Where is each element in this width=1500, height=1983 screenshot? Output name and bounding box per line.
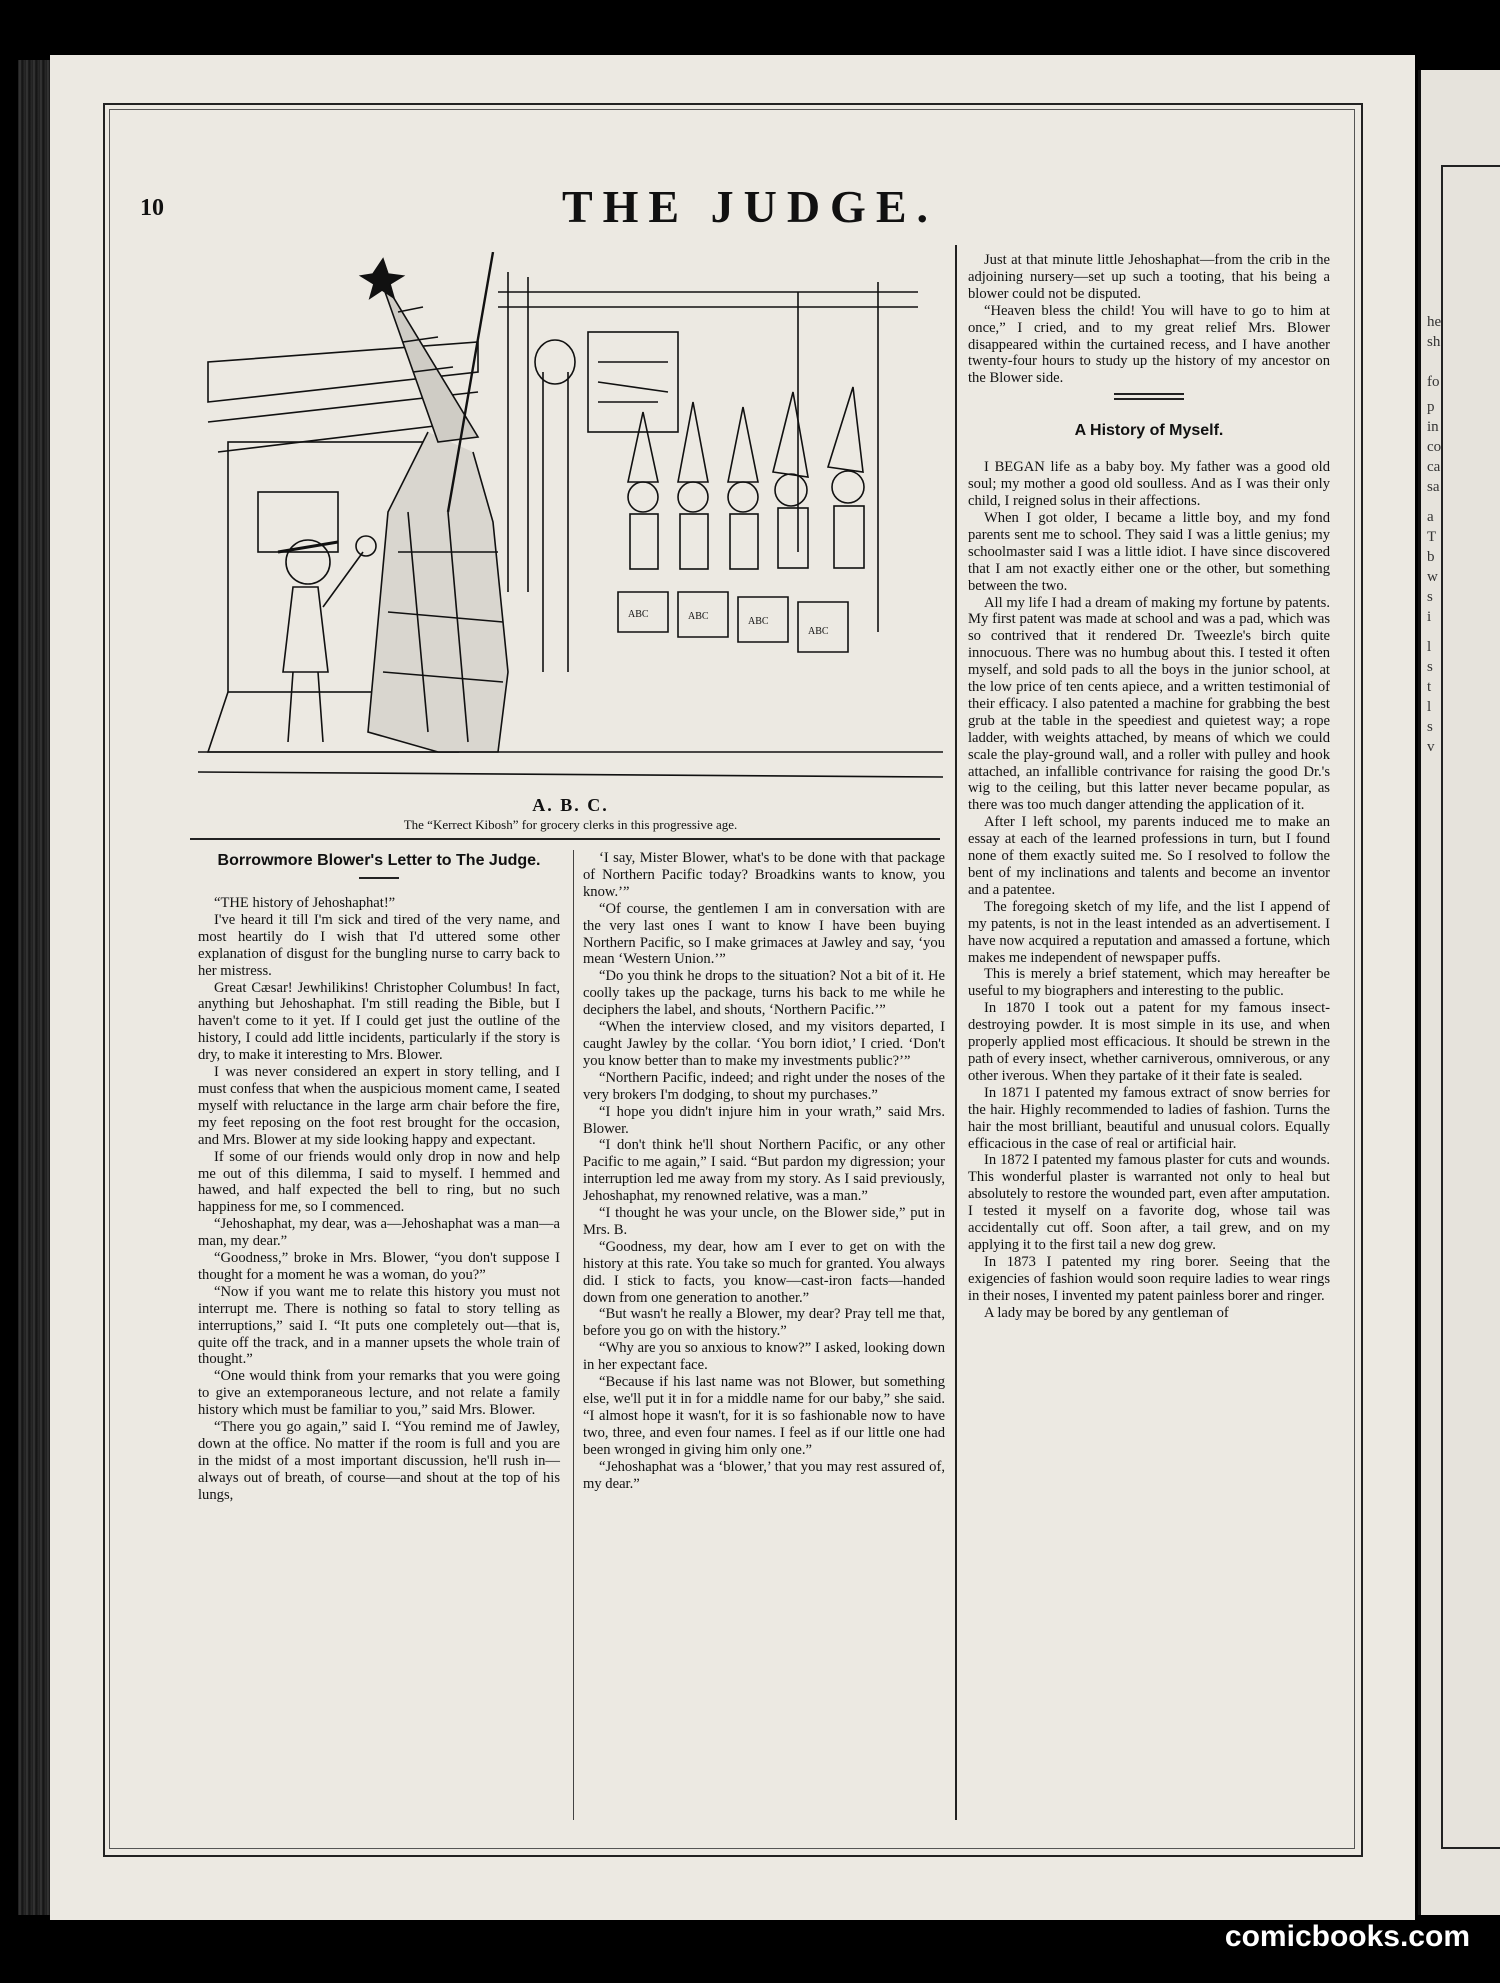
paragraph: “Why are you so anxious to know?” I asked, looking down in her expectant face.: [583, 1340, 945, 1374]
adjacent-page-frame: [1441, 165, 1500, 1849]
paragraph: “I thought he was your uncle, on the Blower side,” put in Mrs. B.: [583, 1205, 945, 1238]
adjacent-page-text-fragment: fo: [1427, 374, 1440, 390]
cartoon-sign: ABC: [748, 616, 769, 627]
adjacent-page-text-fragment: i: [1427, 609, 1432, 625]
paragraph: If some of our friends would only drop in now and help me out of this dilemma, I said to myself. I hemmed and hawed, and half expected the bell to ring, but no such happiness for me, so I commenced.: [198, 1148, 560, 1216]
paragraph: I was never considered an expert in story telling, and I must confess that when the auspicious moment came, I seated myself with reluctance in the large arm chair before the fire, my feet reposing on the foot rest brought for the occasion, and Mrs. Blower at my side looking happy and expectant.: [198, 1064, 560, 1148]
paragraph: In 1871 I patented my famous extract of snow berries for the hair. Highly recommended to ladies of fashion. Turns the hair the most brilliant, beautiful and unusual colors. Equally efficacious in the case of real or artificial hair.: [968, 1084, 1330, 1152]
adjacent-page-text-fragment: in: [1427, 419, 1439, 435]
adjacent-page-text-fragment: l: [1427, 639, 1432, 655]
adjacent-page-text-fragment: a: [1427, 509, 1434, 525]
cartoon-sign: ABC: [628, 609, 649, 620]
column-divider: [573, 850, 574, 1820]
paragraph: The foregoing sketch of my life, and the list I append of my patents, is not in the least intended as an advertisement. I have now acquired a reputation and amassed a fortune, which makes me independent of newspaper puffs.: [968, 898, 1330, 966]
paragraph: In 1873 I patented my ring borer. Seeing that the exigencies of fashion would soon require ladies to wear rings in their noses, I invented my patent painless borer and ringer.: [968, 1253, 1330, 1304]
article-column-3: [968, 252, 1330, 1321]
paragraph: Just at that minute little Jehoshaphat—from the crib in the adjoining nursery—set up such a tooting, that his being a blower could not be disputed.: [968, 252, 1330, 302]
adjacent-page-text-fragment: ca: [1427, 459, 1441, 475]
adjacent-page-text-fragment: sa: [1427, 479, 1440, 495]
paragraph: “I hope you didn't injure him in your wrath,” said Mrs. Blower.: [583, 1103, 945, 1137]
headline-rule: [359, 877, 399, 879]
paragraph: I BEGAN life as a baby boy. My father was a good old soul; my mother a good old soulless. And as I was their only child, I reigned solus in their affections.: [968, 459, 1330, 510]
cartoon-caption: The “Kerrect Kibosh” for grocery clerks in this progressive age.: [403, 817, 738, 832]
paragraph: This is merely a brief statement, which may hereafter be useful to my biographers and interesting to the public.: [968, 966, 1330, 1000]
paragraph: “When the interview closed, and my visitors departed, I caught Jawley by the collar. ‘You born idiot,’ I cried. ‘Don't you know better than to make my investments public?’”: [583, 1019, 945, 1069]
cartoon-illustration: [198, 252, 943, 797]
paragraph: “THE history of Jehoshaphat!”: [214, 895, 396, 911]
cartoon-sign: ABC: [808, 626, 829, 637]
adjacent-page: [1418, 70, 1500, 1915]
article-headline: Borrowmore Blower's Letter to The Judge.: [217, 852, 541, 869]
paragraph: Great Cæsar! Jewhilikins! Christopher Columbus! In fact, anything but Jehoshaphat. I'm still reading the Bible, but I haven't come to it yet. If I could get just the outline of the history, I could add little incidents, particularly if the story is dry, to make it interesting to Mrs. Blower.: [198, 979, 560, 1064]
section-rule: [190, 838, 940, 840]
adjacent-page-text-fragment: T: [1427, 529, 1437, 545]
paragraph: In 1872 I patented my famous plaster for cuts and wounds. This wonderful plaster is warranted not only to heal but absolutely to restore the wounded part, even after amputation. I tested it myself on a favorite dog, whose tail was accidentally cut off. Soon after, a tail grew, and on my applying it to the first tail a new dog grew.: [968, 1152, 1330, 1253]
adjacent-page-text-fragment: l: [1427, 699, 1432, 715]
cartoon-sign: ABC: [688, 611, 709, 622]
paragraph: “Now if you want me to relate this history you must not interrupt me. There is nothing so fatal to story telling as interruptions,” said I. “It puts one completely out—that is, quite off the track, and in a manner upsets the whole train of thought.”: [198, 1283, 560, 1368]
paragraph: “Of course, the gentlemen I am in conversation with are the very last ones I want to know I have been buying Northern Pacific, so I make grimaces at Jawley and say, ‘you mean ‘Western Union.’”: [583, 900, 945, 968]
adjacent-page-text-fragment: s: [1427, 659, 1433, 675]
paragraph: After I left school, my parents induced me to make an essay at each of the learned professions in turn, but I found none of them exactly suited me. So I resolved to follow the bent of my inclinations and talents and become an inventor and a patentee.: [968, 814, 1330, 898]
paragraph: “Northern Pacific, indeed; and right under the noses of the very brokers I'm dodging, to shout my purchases.”: [583, 1069, 945, 1103]
paragraph: “Do you think he drops to the situation? Not a bit of it. He coolly takes up the package, turns his back to me while he deciphers the label, and shouts, ‘Northern Pacific.’”: [583, 968, 945, 1019]
adjacent-page-text-fragment: co: [1427, 439, 1442, 455]
cartoon-title: A. B. C.: [532, 795, 609, 815]
section-rule: [1114, 393, 1184, 400]
adjacent-page-text-fragment: he: [1427, 314, 1442, 330]
adjacent-page-text-fragment: s: [1427, 589, 1433, 605]
paragraph: “Heaven bless the child! You will have to go to him at once,” I cried, and to my great relief Mrs. Blower disappeared within the curtained recess, and I have another twenty-four hours to study up the history of my ancestor on the Blower side.: [968, 302, 1330, 387]
paragraph: All my life I had a dream of making my fortune by patents. My first patent was made at school and was a pad, which was so contrived that it rendered Dr. Tweezle's birch quite innocuous. There was no humbug about this. I tested it often myself, and sold pads to all the boys in the junior school, at the low price of ten cents apiece, and a written testimonial of their efficacy. I also patented a machine for grabbing the best grub at the table in the speediest and quietest way; a rope ladder, with weights attached, by means of which we could scale the play-ground wall, and a roller with pulley and hook attached, an infallible contrivance for raising the good Dr.'s wig to the ceiling, but this latter never became popular, as there was too much danger attending the application of it.: [968, 594, 1330, 814]
article-headline: A History of Myself.: [1074, 422, 1224, 440]
page-number: 10: [140, 195, 164, 221]
adjacent-page-text-fragment: b: [1427, 549, 1435, 565]
adjacent-page-text-fragment: t: [1427, 679, 1432, 695]
paragraph: A lady may be bored by any gentleman of: [984, 1304, 1229, 1321]
paragraph: “Jehoshaphat was a ‘blower,’ that you may rest assured of, my dear.”: [583, 1458, 945, 1492]
article-column-1: [198, 850, 560, 1504]
masthead: THE JUDGE.: [561, 181, 939, 232]
paragraph: “Goodness, my dear, how am I ever to get on with the history at this rate. You take so much for granted. You always did. I stick to facts, you know—cast-iron facts—handed down from one generation to another.”: [583, 1238, 945, 1306]
paragraph: When I got older, I became a little boy, and my fond parents sent me to school. They said I was a little genius; my schoolmaster said I was a little idiot. I have since discovered that I am not exactly either one or the other, but something between the two.: [968, 509, 1330, 594]
paragraph: “One would think from your remarks that you were going to give an extemporaneous lecture, and not relate a family history which must be familiar to you,” said Mrs. Blower.: [198, 1368, 560, 1419]
adjacent-page-text-fragment: v: [1427, 739, 1435, 755]
cartoon-drawing: [198, 252, 943, 797]
paragraph: “But wasn't he really a Blower, my dear? Pray tell me that, before you go on with the history.”: [583, 1306, 945, 1340]
paragraph: “Because if his last name was not Blower, but something else, we'll put it in for a middle name for our baby,” she said. “I almost hope it wasn't, for it is so fashionable now to have two, three, and even four names. I feel as if our little one had been wronged in giving him only one.”: [583, 1374, 945, 1458]
adjacent-page-text-fragment: s: [1427, 719, 1433, 735]
paragraph: In 1870 I took out a patent for my famous insect-destroying powder. It is most simple in its use, and when properly applied most efficacious. It should be strewn in the path of every insect, whether carniverous, omniverous, or any other iverous. When they partake of it their fate is sealed.: [968, 1000, 1330, 1084]
adjacent-page-text-fragment: p: [1427, 399, 1435, 415]
paragraph: “There you go again,” said I. “You remind me of Jawley, down at the office. No matter if the room is full and you are in the midst of a most important discussion, he'll rush in—always out of breath, of course—and shout at the top of his lungs,: [198, 1419, 560, 1503]
paragraph: I've heard it till I'm sick and tired of the very name, and most heartily do I wish that I'd uttered some other explanation of disgust for the bungling nurse to carry back to her mistress.: [198, 911, 560, 979]
adjacent-page-text-fragment: sh: [1427, 334, 1441, 350]
paragraph: “I don't think he'll shout Northern Pacific, or any other Pacific to me again,” I said. “But pardon my digression; your interruption led me away from my story. As I said previously, Jehoshaphat, my renowned relative, was a man.”: [583, 1137, 945, 1205]
adjacent-page-text-fragment: w: [1427, 569, 1438, 585]
article-column-2: [583, 850, 945, 1492]
watermark: comicbooks.com: [1224, 1920, 1470, 1953]
column-divider: [955, 245, 957, 1820]
paragraph: “Jehoshaphat, my dear, was a—Jehoshaphat was a man—a man, my dear.”: [198, 1216, 560, 1250]
paragraph: “Goodness,” broke in Mrs. Blower, “you don't suppose I thought for a moment he was a woman, do you?”: [198, 1250, 560, 1283]
paragraph: ‘I say, Mister Blower, what's to be done with that package of Northern Pacific today? Broadkins wants to know, you know.’”: [583, 850, 945, 900]
